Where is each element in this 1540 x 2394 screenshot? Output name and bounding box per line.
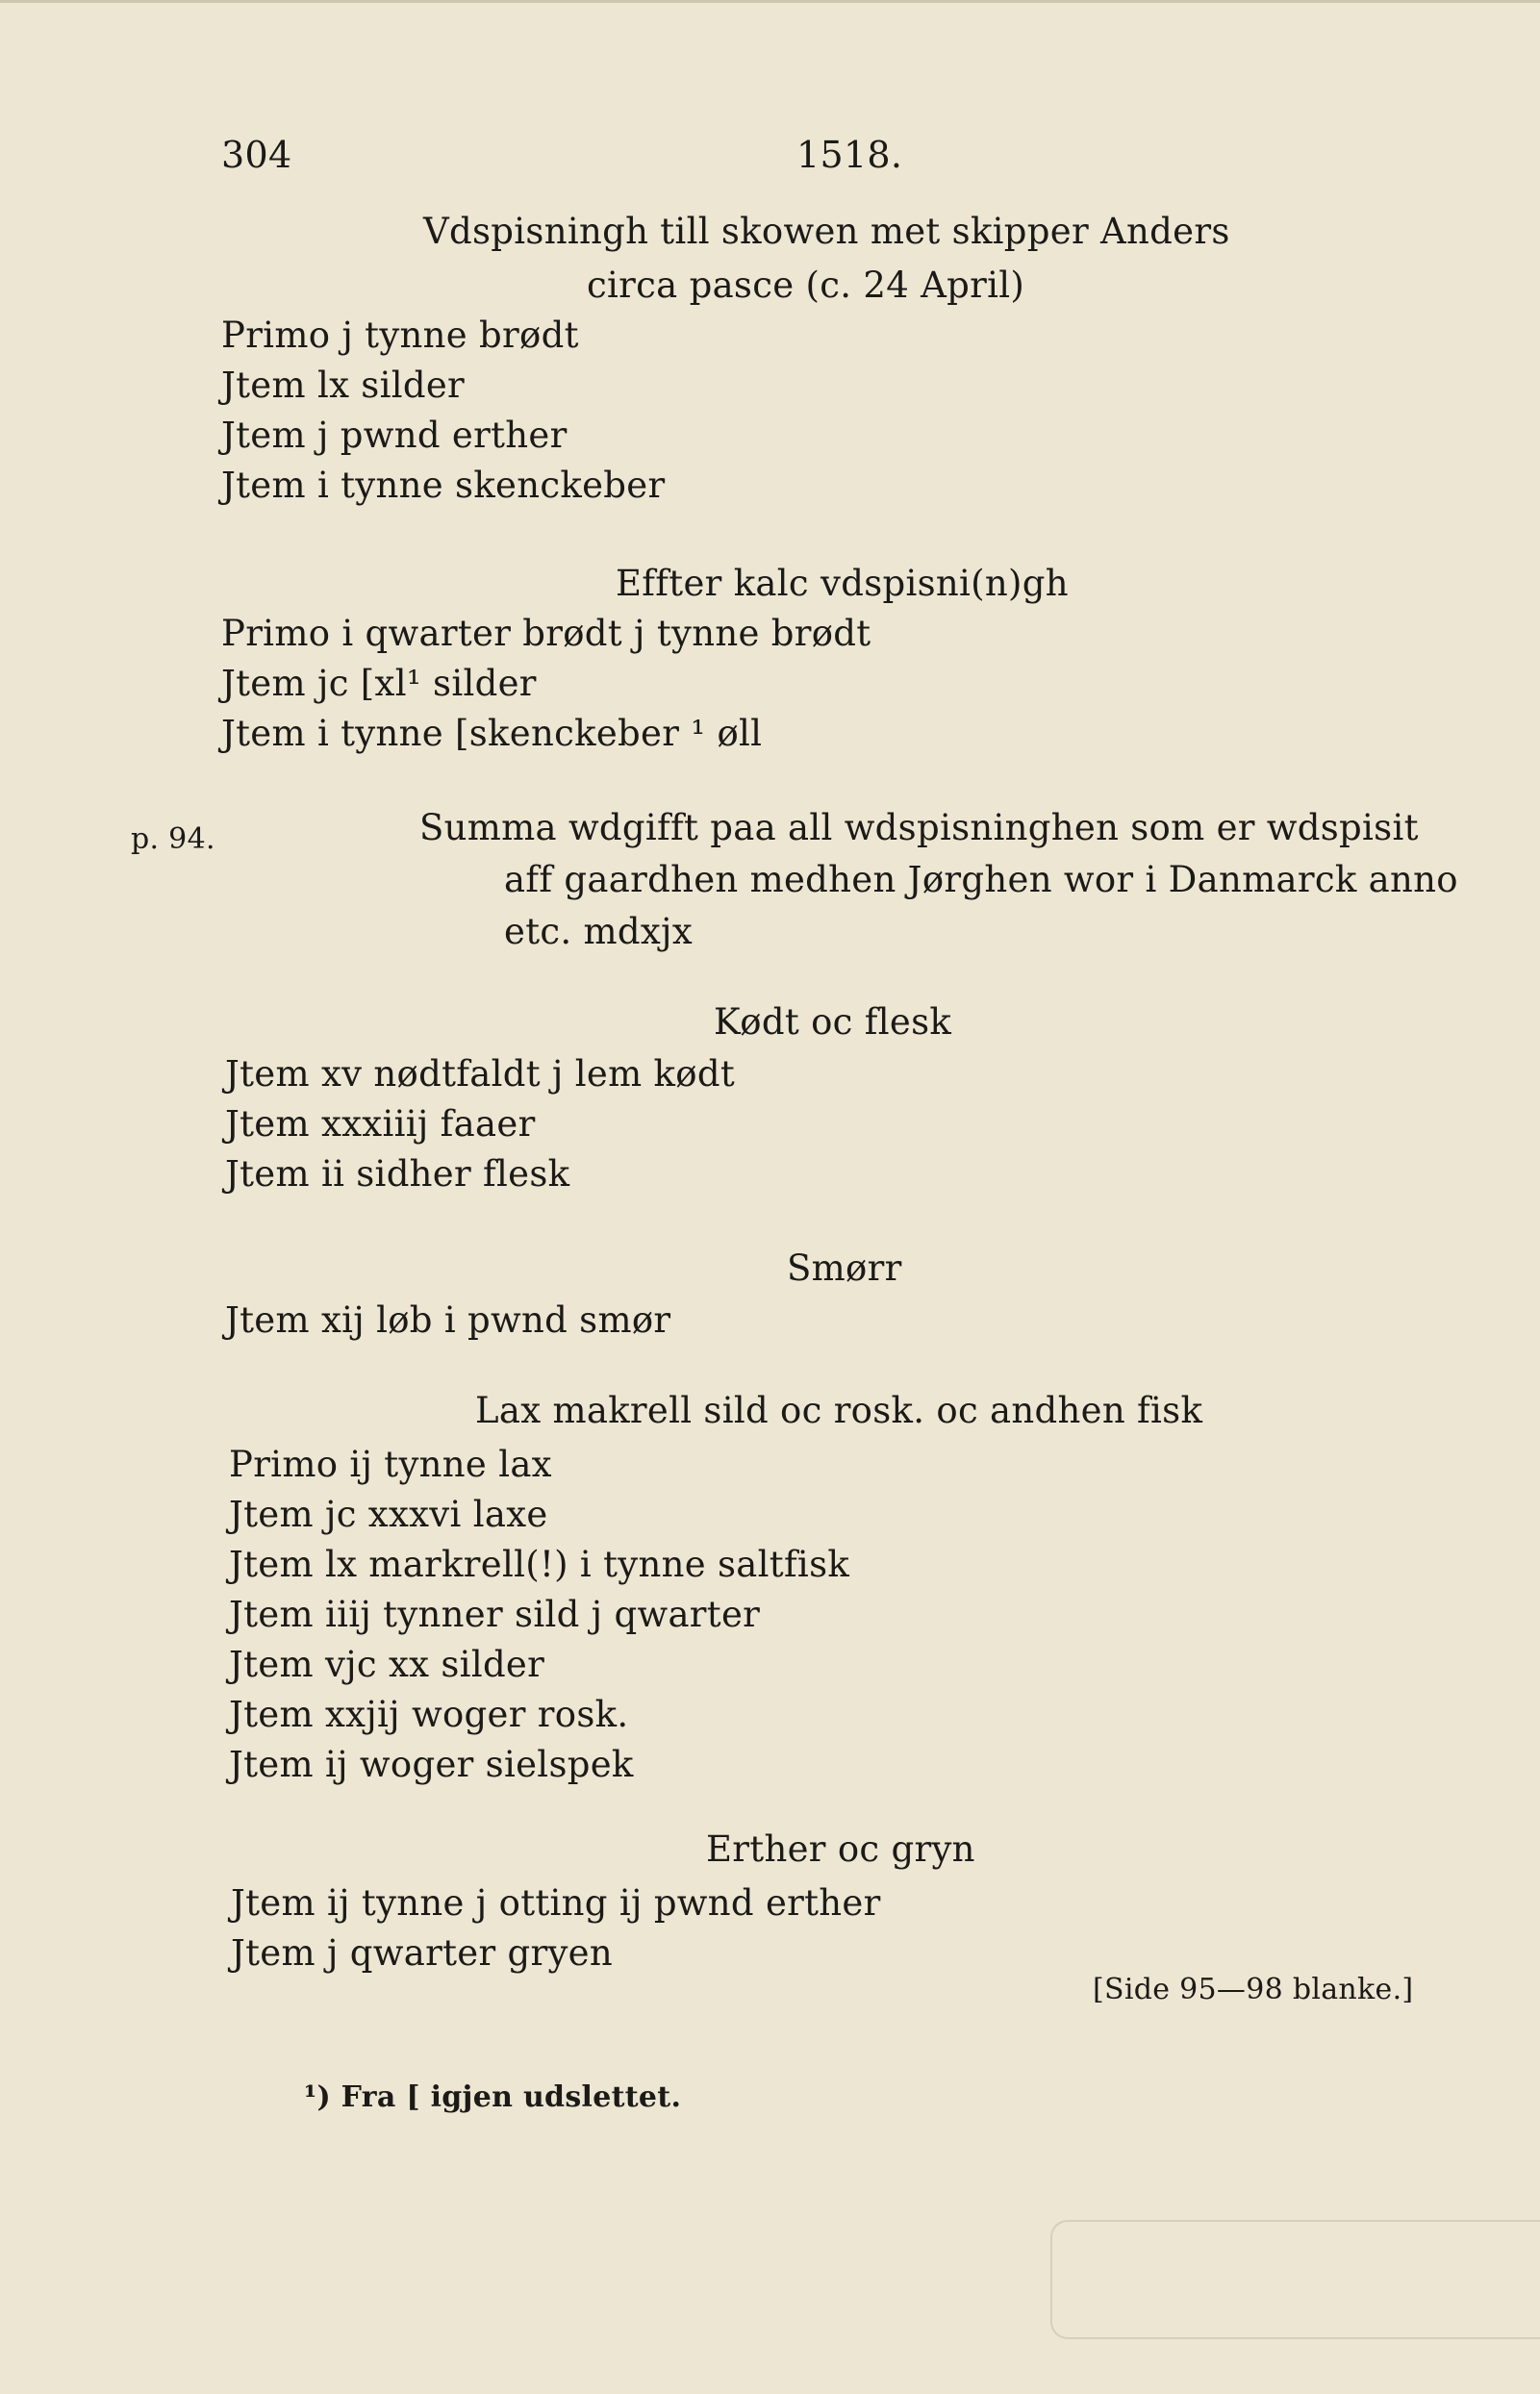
- section-heading: circa pasce (c. 24 April): [587, 265, 1025, 306]
- section-heading: Smørr: [787, 1247, 902, 1289]
- entry-line: Jtem jc [xl¹ silder: [221, 663, 537, 704]
- entry-line: Primo j tynne brødt: [221, 315, 579, 356]
- section-heading: Erther oc gryn: [706, 1828, 975, 1870]
- entry-line: Jtem lx silder: [221, 365, 466, 406]
- faint-stamp-outline: [1050, 2220, 1540, 2339]
- entry-line: Jtem j pwnd erther: [221, 415, 568, 456]
- entry-line: Jtem i tynne [skenckeber ¹ øll: [221, 713, 763, 754]
- summary-line: aff gaardhen medhen Jørghen wor i Danmarck anno: [504, 859, 1458, 900]
- footnote: ¹) Fra [ igjen udslettet.: [304, 2080, 682, 2114]
- entry-line: Jtem xij løb i pwnd smør: [225, 1299, 671, 1341]
- entry-line: Jtem xxxiiij faaer: [225, 1103, 536, 1145]
- margin-page-reference: p. 94.: [131, 822, 215, 856]
- entry-line: Jtem xxjij woger rosk.: [229, 1694, 629, 1735]
- entry-line: Jtem lx markrell(!) i tynne saltfisk: [229, 1544, 850, 1585]
- entry-line: Jtem vjc xx silder: [229, 1644, 545, 1685]
- section-heading: Lax makrell sild oc rosk. oc andhen fisk: [475, 1390, 1203, 1431]
- section-heading: Vdspisningh till skowen met skipper Anders: [423, 211, 1230, 252]
- year-heading: 1518.: [796, 134, 903, 176]
- page-edge: [0, 0, 1540, 3]
- entry-line: Jtem ij tynne j otting ij pwnd erther: [231, 1882, 881, 1924]
- entry-line: Jtem xv nødtfaldt j lem kødt: [225, 1053, 735, 1095]
- summary-line: Summa wdgifft paa all wdspisninghen som er wdspisit: [419, 807, 1419, 848]
- section-heading: Kødt oc flesk: [714, 1001, 952, 1043]
- page-number: 304: [221, 134, 292, 176]
- entry-line: Jtem jc xxxvi laxe: [229, 1494, 548, 1535]
- entry-line: Jtem iiij tynner sild j qwarter: [229, 1594, 761, 1635]
- section-heading: Effter kalc vdspisni(n)gh: [616, 563, 1069, 604]
- entry-line: Jtem j qwarter gryen: [231, 1932, 613, 1974]
- entry-line: Jtem ij woger sielspek: [229, 1744, 634, 1785]
- entry-line: Primo i qwarter brødt j tynne brødt: [221, 613, 871, 654]
- summary-line: etc. mdxjx: [504, 911, 693, 952]
- closing-note: [Side 95—98 blanke.]: [1093, 1973, 1414, 2006]
- entry-line: Primo ij tynne lax: [229, 1444, 552, 1485]
- entry-line: Jtem i tynne skenckeber: [221, 465, 666, 506]
- entry-line: Jtem ii sidher flesk: [225, 1153, 570, 1195]
